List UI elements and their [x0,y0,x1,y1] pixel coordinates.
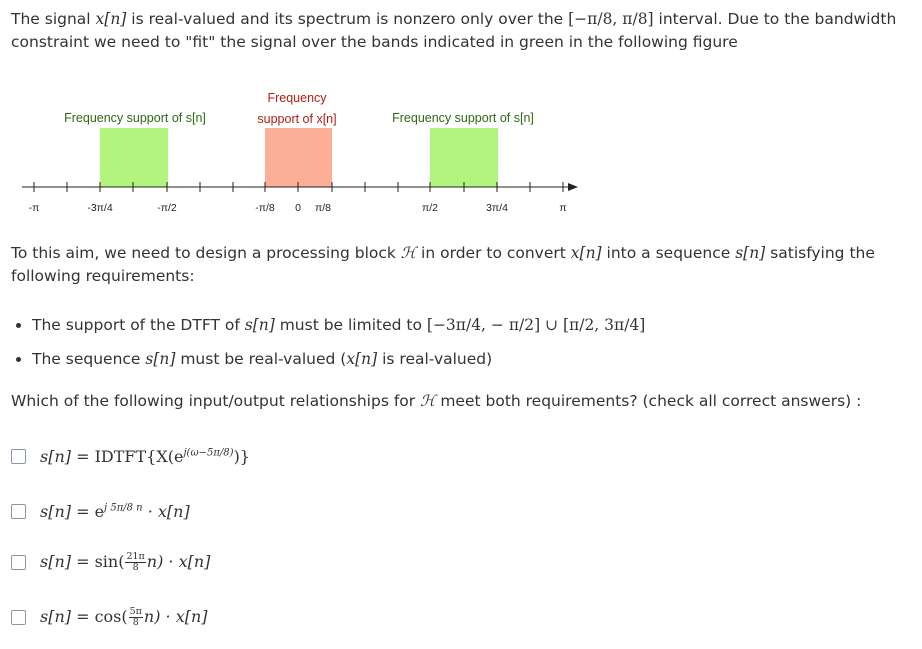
option-rhs: = IDTFT{X(e [71,446,184,466]
option-rhs-end: n) · x[n] [146,551,211,571]
label-center-line2: support of x[n] [257,112,337,126]
task-text: in order to convert [416,244,571,262]
tick-label: π/2 [421,202,439,214]
band-green-left [100,128,168,187]
intro-paragraph [11,8,911,54]
option-rhs: = sin( [71,551,125,571]
band-salmon-center [265,128,332,187]
signal-s: s[n] [244,316,275,334]
tick-label: 0 [295,202,301,214]
option-exponent: j(ω−5π/8) [183,447,234,459]
option-3-checkbox[interactable] [11,555,26,570]
option-rhs-end: · x[n] [142,501,190,521]
option-rhs-end: )} [233,446,250,466]
fraction-numerator: 5π [129,605,142,617]
question-part: Which of the following input/output relationships for [11,392,421,410]
fraction-denominator: 8 [132,561,139,573]
requirement-item [32,342,645,376]
signal-x: x[n] [95,10,127,28]
option-fraction [129,607,143,628]
question-text [11,390,911,413]
option-2-checkbox[interactable] [11,504,26,519]
option-2-expression [40,502,190,521]
interval: [−π/8, π/8] [568,10,654,28]
tick-label: 3π/4 [486,202,508,214]
option-rhs: = e [71,501,105,521]
block-h: ℋ [400,244,417,262]
requirement-text: The sequence [32,350,146,368]
question-part: meet both requirements? (check all correct answers) : [435,392,862,410]
block-h: ℋ [420,392,436,410]
option-4-checkbox[interactable] [11,610,26,625]
label-right: Frequency support of s[n] [392,111,534,125]
fraction-numerator: 21π [126,550,145,562]
option-lhs: s[n] [40,551,71,571]
frequency-support-figure [0,86,600,216]
band-green-right [430,128,498,187]
option-1[interactable] [11,443,250,469]
option-1-expression [40,447,250,466]
requirement-text: must be real-valued ( [175,350,347,368]
requirement-text: must be limited to [274,316,427,334]
option-4[interactable] [11,604,208,630]
option-lhs: s[n] [40,446,71,466]
intro-text: interval. Due to the bandwidth constraint we need to "fit" the signal over the bands indicated in green in the following figure [11,10,897,51]
tick-label: -3π/4 [87,202,113,214]
signal-s: s[n] [735,244,766,262]
option-exponent: j 5π/8 n [104,502,143,514]
axis-arrow [568,183,578,191]
support-interval: [−3π/4, − π/2] ∪ [π/2, 3π/4] [426,316,646,334]
task-text: into a sequence [601,244,736,262]
fraction-denominator: 8 [132,616,139,628]
task-paragraph [11,242,911,288]
option-3[interactable] [11,549,210,575]
label-center-line1: Frequency [267,91,327,105]
option-2[interactable] [11,498,190,524]
option-rhs: = cos( [71,606,128,626]
requirements-list [10,308,645,376]
tick-label: π [559,202,567,214]
tick-label: -π/2 [157,202,177,214]
intro-text: The signal [11,10,96,28]
label-left: Frequency support of s[n] [64,111,206,125]
option-lhs: s[n] [40,606,71,626]
tick-label: -π [28,202,40,214]
option-3-expression [40,552,210,573]
option-lhs: s[n] [40,501,71,521]
option-rhs-end: n) · x[n] [143,606,208,626]
requirement-text: The support of the DTFT of [32,316,245,334]
task-text: To this aim, we need to design a processing block [11,244,401,262]
requirement-text: is real-valued) [377,350,493,368]
signal-x: x[n] [346,350,378,368]
intro-text: is real-valued and its spectrum is nonzero only over the [126,10,569,28]
option-fraction [125,552,145,573]
signal-s: s[n] [145,350,176,368]
task-text: satisfying the following requirements: [11,244,875,285]
option-4-expression [40,607,208,628]
tick-label: -π/8 [255,202,275,214]
signal-x: x[n] [570,244,602,262]
requirement-item [32,308,645,342]
tick-label: π/8 [314,202,332,214]
option-1-checkbox[interactable] [11,449,26,464]
